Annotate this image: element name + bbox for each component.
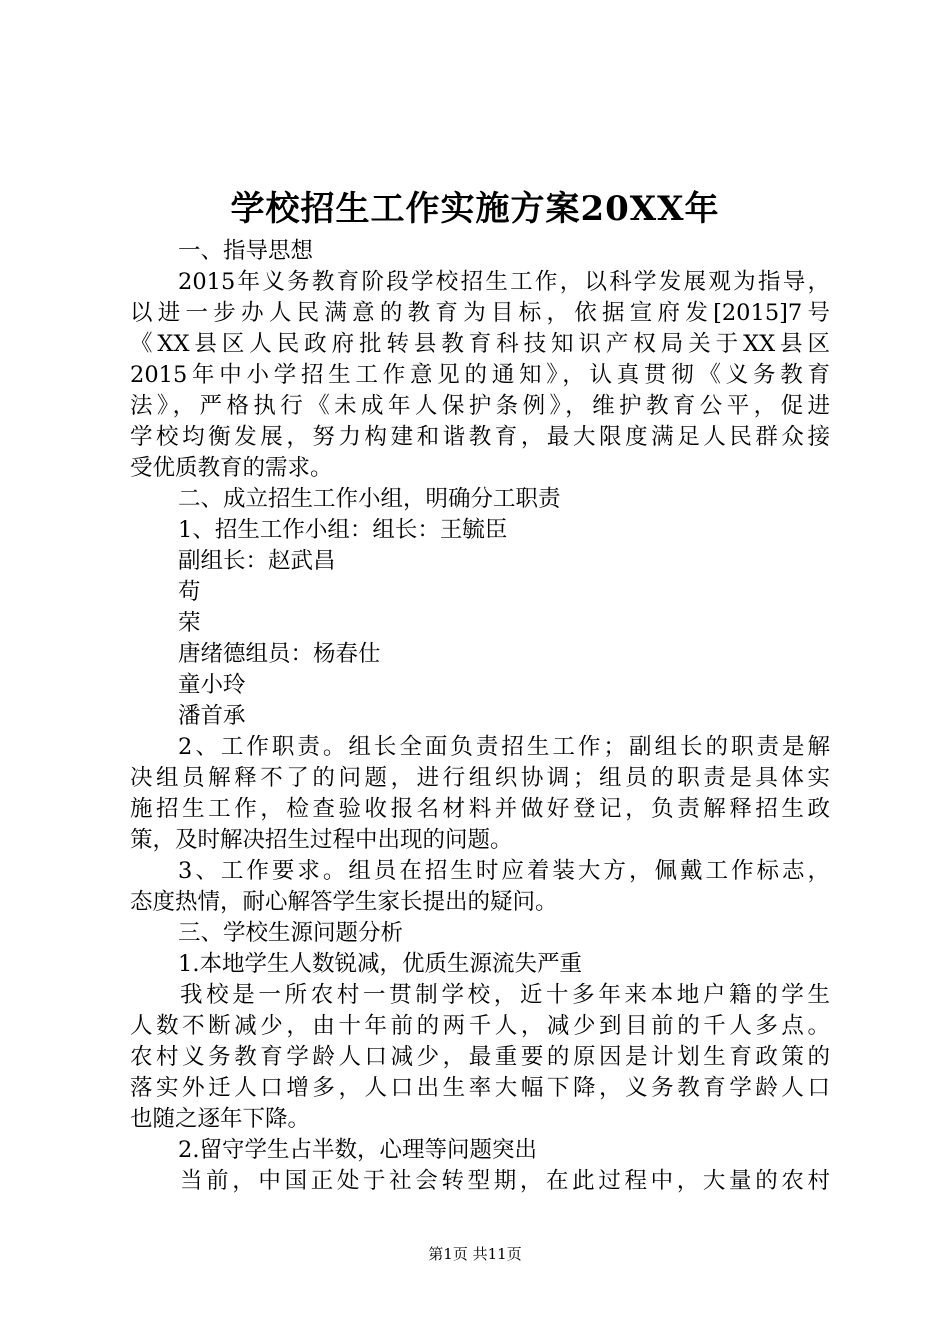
list-item: 童小玲	[178, 672, 246, 698]
subsection-heading: 1.本地学生人数锐减，优质生源流失严重	[178, 951, 582, 977]
list-item: 副组长：赵武昌	[178, 548, 336, 574]
list-item: 苟	[178, 579, 201, 605]
paragraph-line: 2、工作职责。组长全面负责招生工作；副组长的职责是解	[178, 734, 830, 760]
page-number-footer: 第1页 共11页	[428, 1245, 522, 1263]
list-item: 荣	[178, 610, 201, 636]
paragraph-line: 策，及时解决招生过程中出现的问题。	[130, 827, 513, 853]
paragraph-line: 农村义务教育学龄人口减少，最重要的原因是计划生育政策的	[130, 1044, 830, 1070]
paragraph-line: 决组员解释不了的问题，进行组织协调；组员的职责是具体实	[130, 765, 830, 791]
paragraph-line: 我校是一所农村一贯制学校，近十多年来本地户籍的学生	[180, 982, 830, 1008]
paragraph-line: 3、工作要求。组员在招生时应着装大方，佩戴工作标志，	[178, 858, 830, 884]
paragraph-line: 《XX县区人民政府批转县教育科技知识产权局关于XX县区	[130, 331, 830, 357]
paragraph-line: 学校均衡发展，努力构建和谐教育，最大限度满足人民群众接	[130, 424, 830, 450]
section-heading-3: 三、学校生源问题分析	[178, 920, 404, 946]
paragraph-line: 2015年中小学招生工作意见的通知》，认真贯彻《义务教育	[130, 362, 830, 388]
paragraph-line: 法》，严格执行《未成年人保护条例》，维护教育公平，促进	[130, 393, 830, 419]
paragraph-line: 受优质教育的需求。	[130, 455, 333, 481]
paragraph-line: 以进一步办人民满意的教育为目标，依据宣府发[2015]7号	[130, 300, 830, 326]
section-heading-2: 二、成立招生工作小组，明确分工职责	[178, 486, 561, 512]
paragraph-line: 2015年义务教育阶段学校招生工作，以科学发展观为指导，	[178, 269, 830, 295]
paragraph-line: 当前，中国正处于社会转型期，在此过程中，大量的农村	[180, 1168, 830, 1194]
list-item: 潘首承	[178, 703, 246, 729]
paragraph-line: 落实外迁人口增多，人口出生率大幅下降，义务教育学龄人口	[130, 1075, 830, 1101]
document-title: 学校招生工作实施方案20XX年	[230, 189, 720, 229]
paragraph-line: 态度热情，耐心解答学生家长提出的疑问。	[130, 889, 558, 915]
paragraph-line: 人数不断减少，由十年前的两千人，减少到目前的千人多点。	[130, 1013, 830, 1039]
subsection-heading: 2.留守学生占半数，心理等问题突出	[178, 1137, 537, 1163]
list-item: 唐绪德组员：杨春仕	[178, 641, 381, 667]
document-body	[130, 236, 830, 1197]
paragraph-line: 也随之逐年下降。	[130, 1106, 311, 1132]
paragraph-line: 施招生工作，检查验收报名材料并做好登记，负责解释招生政	[130, 796, 830, 822]
section-heading-1: 一、指导思想	[178, 238, 314, 264]
list-item: 1、招生工作小组：组长：王毓臣	[178, 517, 508, 543]
